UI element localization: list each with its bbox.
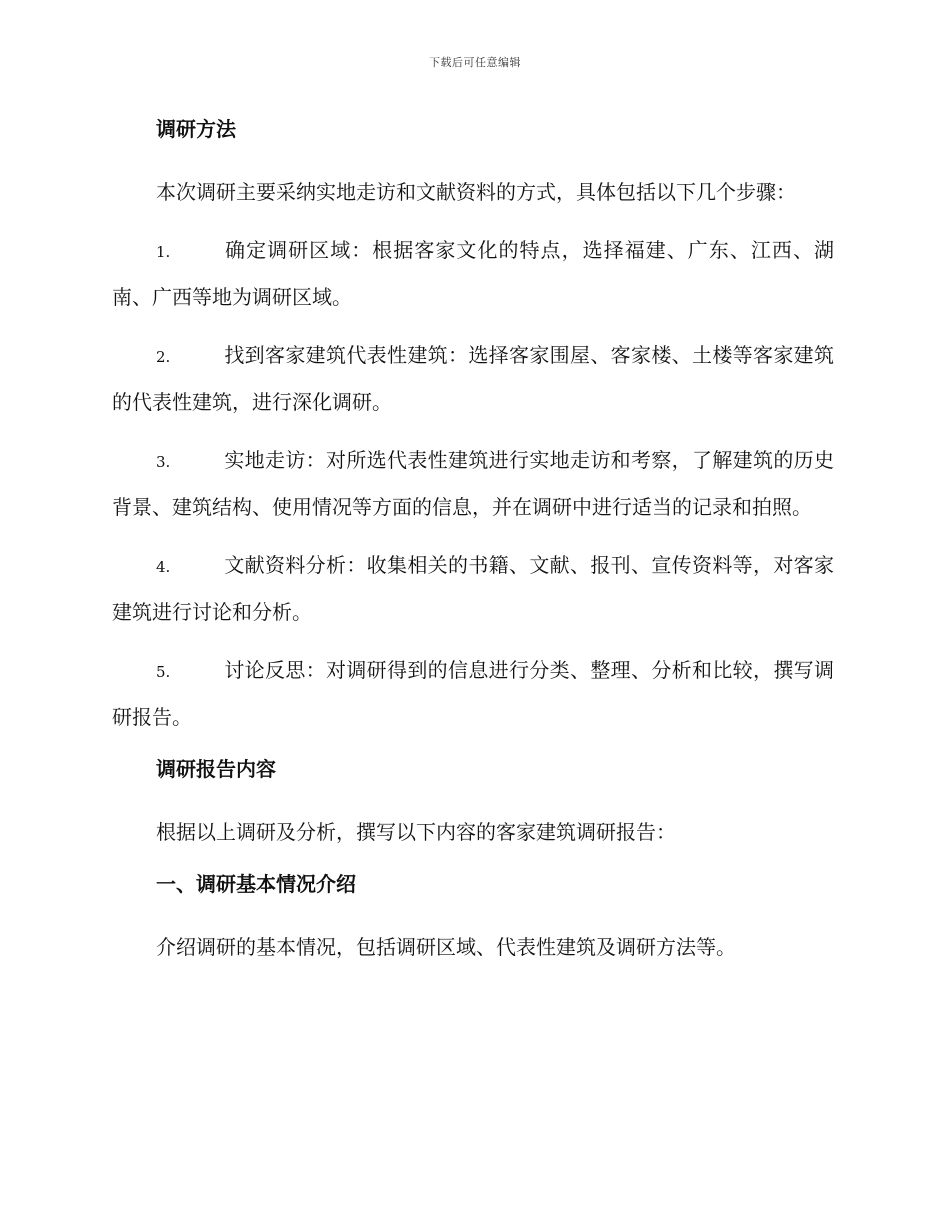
step-item-1 — [112, 228, 834, 320]
basic-info-paragraph: 介绍调研的基本情况，包括调研区域、代表性建筑及调研方法等。 — [156, 935, 736, 959]
step-number: 3. — [156, 453, 171, 471]
section-heading-report: 调研报告内容 — [156, 757, 276, 781]
section-heading-basic-info: 一、调研基本情况介绍 — [156, 872, 356, 896]
step-item-3 — [112, 438, 834, 530]
step-text: 文献资料分析：收集相关的书籍、文献、报刊、宣传资料等，对客家建筑进行讨论和分析。 — [112, 553, 834, 624]
step-item-5 — [112, 648, 834, 740]
header-note: 下载后可任意编辑 — [429, 56, 521, 69]
step-text: 实地走访：对所选代表性建筑进行实地走访和考察，了解建筑的历史背景、建筑结构、使用情况等方面的信息，并在调研中进行适当的记录和拍照。 — [112, 448, 834, 519]
document-body — [112, 113, 834, 983]
section-heading-method: 调研方法 — [156, 117, 236, 141]
step-number: 4. — [156, 558, 171, 576]
step-number: 1. — [156, 243, 171, 261]
step-text: 确定调研区域：根据客家文化的特点，选择福建、广东、江西、湖南、广西等地为调研区域。 — [112, 238, 834, 309]
step-number: 5. — [156, 663, 171, 681]
step-text: 讨论反思：对调研得到的信息进行分类、整理、分析和比较，撰写调研报告。 — [112, 658, 834, 729]
step-item-4 — [112, 543, 834, 635]
step-text: 找到客家建筑代表性建筑：选择客家围屋、客家楼、土楼等客家建筑的代表性建筑，进行深化调研。 — [112, 343, 834, 414]
step-item-2 — [112, 333, 834, 425]
report-intro-paragraph: 根据以上调研及分析，撰写以下内容的客家建筑调研报告： — [156, 820, 676, 844]
method-intro-paragraph: 本次调研主要采纳实地走访和文献资料的方式，具体包括以下几个步骤： — [156, 180, 796, 204]
step-number: 2. — [156, 348, 171, 366]
